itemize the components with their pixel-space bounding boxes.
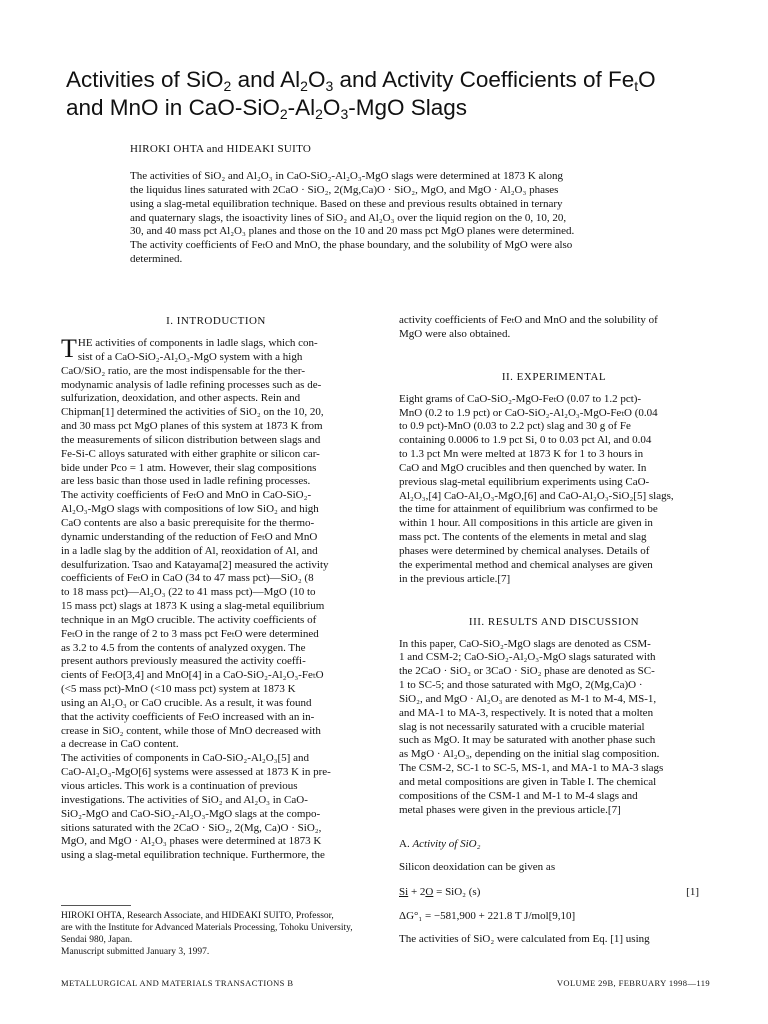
body-line: the experimental method and chemical analyses are given (399, 558, 653, 571)
footnote-rule (61, 905, 131, 906)
footnote-line: are with the Institute for Advanced Materials Processing, Tohoku University, (61, 923, 353, 933)
footnote-line: Sendai 980, Japan. (61, 935, 133, 945)
body-line: The activity coefficients of FeₜO and MnO in CaO-SiO₂- (61, 489, 312, 502)
abstract-line: The activities of SiO₂ and Al₂O₃ in CaO-SiO₂-Al₂O₃-MgO slags were determined at 1873 K along (130, 170, 563, 182)
subsection-heading-activity-sio2: A. Activity of SiO₂ (399, 838, 481, 851)
body-line: Silicon deoxidation can be given as (399, 861, 556, 874)
body-line: dynamic understanding of the reduction of FeₜO and MnO (61, 530, 318, 543)
body-line: a decrease in CaO content. (61, 738, 179, 751)
body-line: MgO were also obtained. (399, 327, 511, 340)
body-line: the time for attainment of equilibrium was confirmed to be (399, 503, 658, 516)
body-line: HE activities of components in ladle slags, which con- (77, 337, 318, 349)
body-line: CaO-Al₂O₃-MgO[6] systems were assessed at 1873 K in pre- (61, 766, 331, 779)
equation-number: [1] (686, 886, 699, 899)
footnote-line: Manuscript submitted January 3, 1997. (61, 947, 210, 957)
abstract-line: 30, and 40 mass pct Al₂O₃ planes and those on the 10 and 20 mass pct MgO planes were determined. (130, 225, 575, 238)
left-column (61, 314, 371, 863)
body-line: the 2CaO · SiO₂ or 3CaO · SiO₂ phase are denoted as SC- (399, 665, 655, 678)
body-line: phases were determined by chemical analyses. Details of (399, 544, 650, 557)
body-line: cients of FeₜO[3,4] and MnO[4] in a CaO-SiO₂-Al₂O₃-FeₜO (61, 669, 324, 682)
body-line: previous slag-metal equilibrium experiments using CaO- (399, 475, 650, 488)
body-line: and MA-1 to MA-3, respectively. It is noted that a molten (399, 706, 654, 719)
volume-page-footer: VOLUME 29B, FEBRUARY 1998—119 (556, 978, 710, 988)
equation-delta-g: ΔG°₁ = −581,900 + 221.8 T J/mol[9,10] (399, 910, 576, 923)
body-line: CaO contents are also a basic prerequisite for the thermo- (61, 516, 315, 529)
drop-cap: T (61, 334, 77, 363)
body-line: present authors previously measured the activity coeffi- (61, 655, 306, 668)
abstract-line: and quaternary slags, the isoactivity lines of SiO₂ and Al₂O₃ over the liquid region on the 0, 10, 20, (130, 211, 567, 224)
body-line: 1 to SC-5; and those saturated with MgO, 2(Mg,Ca)O · (399, 679, 643, 692)
section-heading-introduction: I. INTRODUCTION (166, 315, 266, 327)
abstract-line: The activity coefficients of FeₜO and MnO, the phase boundary, and the solubility of MgO were also (130, 239, 573, 252)
author-footnote (61, 910, 371, 958)
body-line: 15 mass pct) slags at 1873 K using a slag-metal equilibrium (61, 600, 325, 613)
body-line: technique in an MgO crucible. The activity coefficients of (61, 613, 317, 626)
body-line: sulfurization, deoxidation, and other aspects. Rein and (61, 392, 301, 405)
body-line: MgO, and MgO · Al₂O₃ phases were determined at 1873 K (61, 835, 322, 848)
body-line: metal phases were given in the previous article.[7] (399, 803, 621, 816)
body-line: as 3.2 to 4.5 from the contents of analyzed oxygen. The (61, 641, 306, 654)
body-line: and 30 mass pct MgO planes of this system at 1873 K from (61, 420, 323, 433)
body-line: and metal compositions are given in Table I. The chemical (399, 775, 657, 788)
paper-title (66, 66, 706, 122)
body-line: compositions of the CSM-1 and M-1 to M-4 slags and (399, 789, 638, 802)
body-line: Eight grams of CaO-SiO₂-MgO-FeₜO (0.07 to 1.2 pct)- (399, 392, 642, 405)
body-line: vious articles. This work is a continuation of previous (61, 780, 298, 792)
body-line: FeₜO in the range of 2 to 3 mass pct FeₜO were determined (61, 627, 319, 640)
body-line: The activities of SiO₂ were calculated from Eq. [1] using (399, 933, 650, 946)
body-line: Fe-Si-C alloys saturated with either graphite or silicon car- (61, 447, 320, 460)
body-line: such as MgO. It may be saturated with another phase such (399, 734, 656, 747)
body-line: modynamic analysis of ladle refining processes such as de- (61, 378, 322, 391)
body-line: CaO/SiO₂ ratio, are the most indispensable for the ther- (61, 364, 306, 377)
section-heading-results: III. RESULTS AND DISCUSSION (468, 615, 640, 628)
introduction-body (61, 334, 371, 863)
body-line: In this paper, CaO-SiO₂-MgO slags are denoted as CSM- (399, 637, 651, 650)
equation-1: Si + 2O = SiO₂ (s) [1] (399, 886, 699, 899)
body-line: investigations. The activities of SiO₂ and Al₂O₃ in CaO- (61, 793, 308, 806)
journal-name-footer: METALLURGICAL AND MATERIALS TRANSACTIONS B (61, 978, 294, 988)
section-heading-experimental: II. EXPERIMENTAL (501, 370, 607, 383)
body-line: the measurements of silicon distribution between slags and (61, 433, 321, 446)
body-line: The activities of components in CaO-SiO₂-Al₂O₃[5] and (61, 752, 309, 765)
right-column (399, 314, 709, 947)
abstract-line: using a slag-metal equilibration technique. Based on these and previous results obtained in ternary (130, 197, 563, 210)
body-line: Al₂O₃-MgO slags with compositions of low SiO₂ and high (61, 503, 319, 516)
body-line: MnO (0.2 to 1.9 pct) or CaO-SiO₂-Al₂O₃-MgO-FeₜO (0.04 (399, 406, 658, 419)
abstract-line: determined. (130, 253, 183, 266)
body-line: Al₂O₃,[4] CaO-Al₂O₃-MgO,[6] and CaO-Al₂O₃-SiO₂[5] slags, (399, 489, 674, 502)
body-line: in the previous article.[7] (399, 572, 511, 585)
body-line: coefficients of FeₜO in CaO (34 to 47 mass pct)—SiO₂ (8 (61, 572, 314, 585)
body-line: within 1 hour. All compositions in this article are given in (399, 517, 653, 530)
body-line: slag is not necessarily saturated with a crucible material (399, 720, 645, 733)
body-line: SiO₂-MgO and CaO-SiO₂-Al₂O₃-MgO slags at the compo- (61, 807, 321, 820)
body-line: to 1.3 pct Mn were melted at 1873 K for 1 to 3 hours in (399, 448, 644, 461)
body-line: bide under Pco = 1 atm. However, their slag compositions (61, 461, 317, 474)
body-line: The CSM-2, SC-1 to SC-5, MS-1, and MA-1 to MA-3 slags (399, 762, 664, 775)
abstract-line: the liquidus lines saturated with 2CaO · SiO₂, 2(Mg,Ca)O · SiO₂, MgO, and MgO · Al₂O₃ phases (130, 183, 559, 196)
body-line: in a ladle slag by the addition of Al, reoxidation of Al, and (61, 544, 318, 557)
body-line: sitions saturated with the 2CaO · SiO₂, 2(Mg, Ca)O · SiO₂, (61, 821, 322, 834)
body-line: Chipman[1] determined the activities of SiO₂ on the 10, 20, (61, 406, 324, 419)
body-line: mass pct. The contents of the elements in metal and slag (399, 531, 647, 544)
body-line: activity coefficients of FeₜO and MnO and the solubility of (399, 314, 658, 326)
body-line: are less basic than those used in ladle refining processes. (61, 475, 311, 488)
body-line: using a slag-metal equilibration technique. Furthermore, the (61, 849, 325, 862)
title-line-2: and MnO in CaO-$SiO_2-Al_2O_3$-MgO Slags (66, 95, 468, 122)
body-line: SiO₂, and MgO · Al₂O₃ are denoted as M-1 to M-4, MS-1, (399, 692, 657, 705)
footnote-line: HIROKI OHTA, Research Associate, and HIDEAKI SUITO, Professor, (61, 911, 334, 921)
body-line: to 18 mass pct)—Al₂O₃ (22 to 41 mass pct)—MgO (10 to (61, 586, 316, 599)
body-line: crease in SiO₂ content, while those of MnO decreased with (61, 724, 321, 737)
body-line: (<5 mass pct)-MnO (<10 mass pct) system at 1873 K (61, 683, 296, 696)
abstract (130, 170, 646, 267)
body-line: CaO and MgO crucibles and then quenched by water. In (399, 461, 647, 474)
body-line: using an Al₂O₃ or CaO crucible. As a result, it was found (61, 696, 312, 709)
body-line: as MgO · Al₂O₃, depending on the initial slag composition. (399, 748, 660, 761)
body-line: desulfurization. Tsao and Katayama[2] measured the activity (61, 558, 329, 571)
body-line: containing 0.0006 to 1.9 pct Si, 0 to 0.03 pct Al, and 0.04 (399, 434, 652, 447)
body-line: 1 and CSM-2; CaO-SiO₂-Al₂O₃-MgO slags saturated with (399, 651, 656, 664)
title-line-1: Activities of SiO$_2$ and $Al_2O_3$ and Activity Coefficients of $Fe_tO$ (66, 67, 656, 94)
body-line: sist of a CaO-SiO₂-Al₂O₃-MgO system with a high (77, 350, 303, 363)
author-list: HIROKI OHTA and HIDEAKI SUITO (130, 143, 312, 155)
body-line: to 0.9 pct)-MnO (0.03 to 2.2 pct) slag and 30 g of Fe (399, 420, 631, 433)
body-line: that the activity coefficients of FeₜO increased with an in- (61, 710, 315, 723)
